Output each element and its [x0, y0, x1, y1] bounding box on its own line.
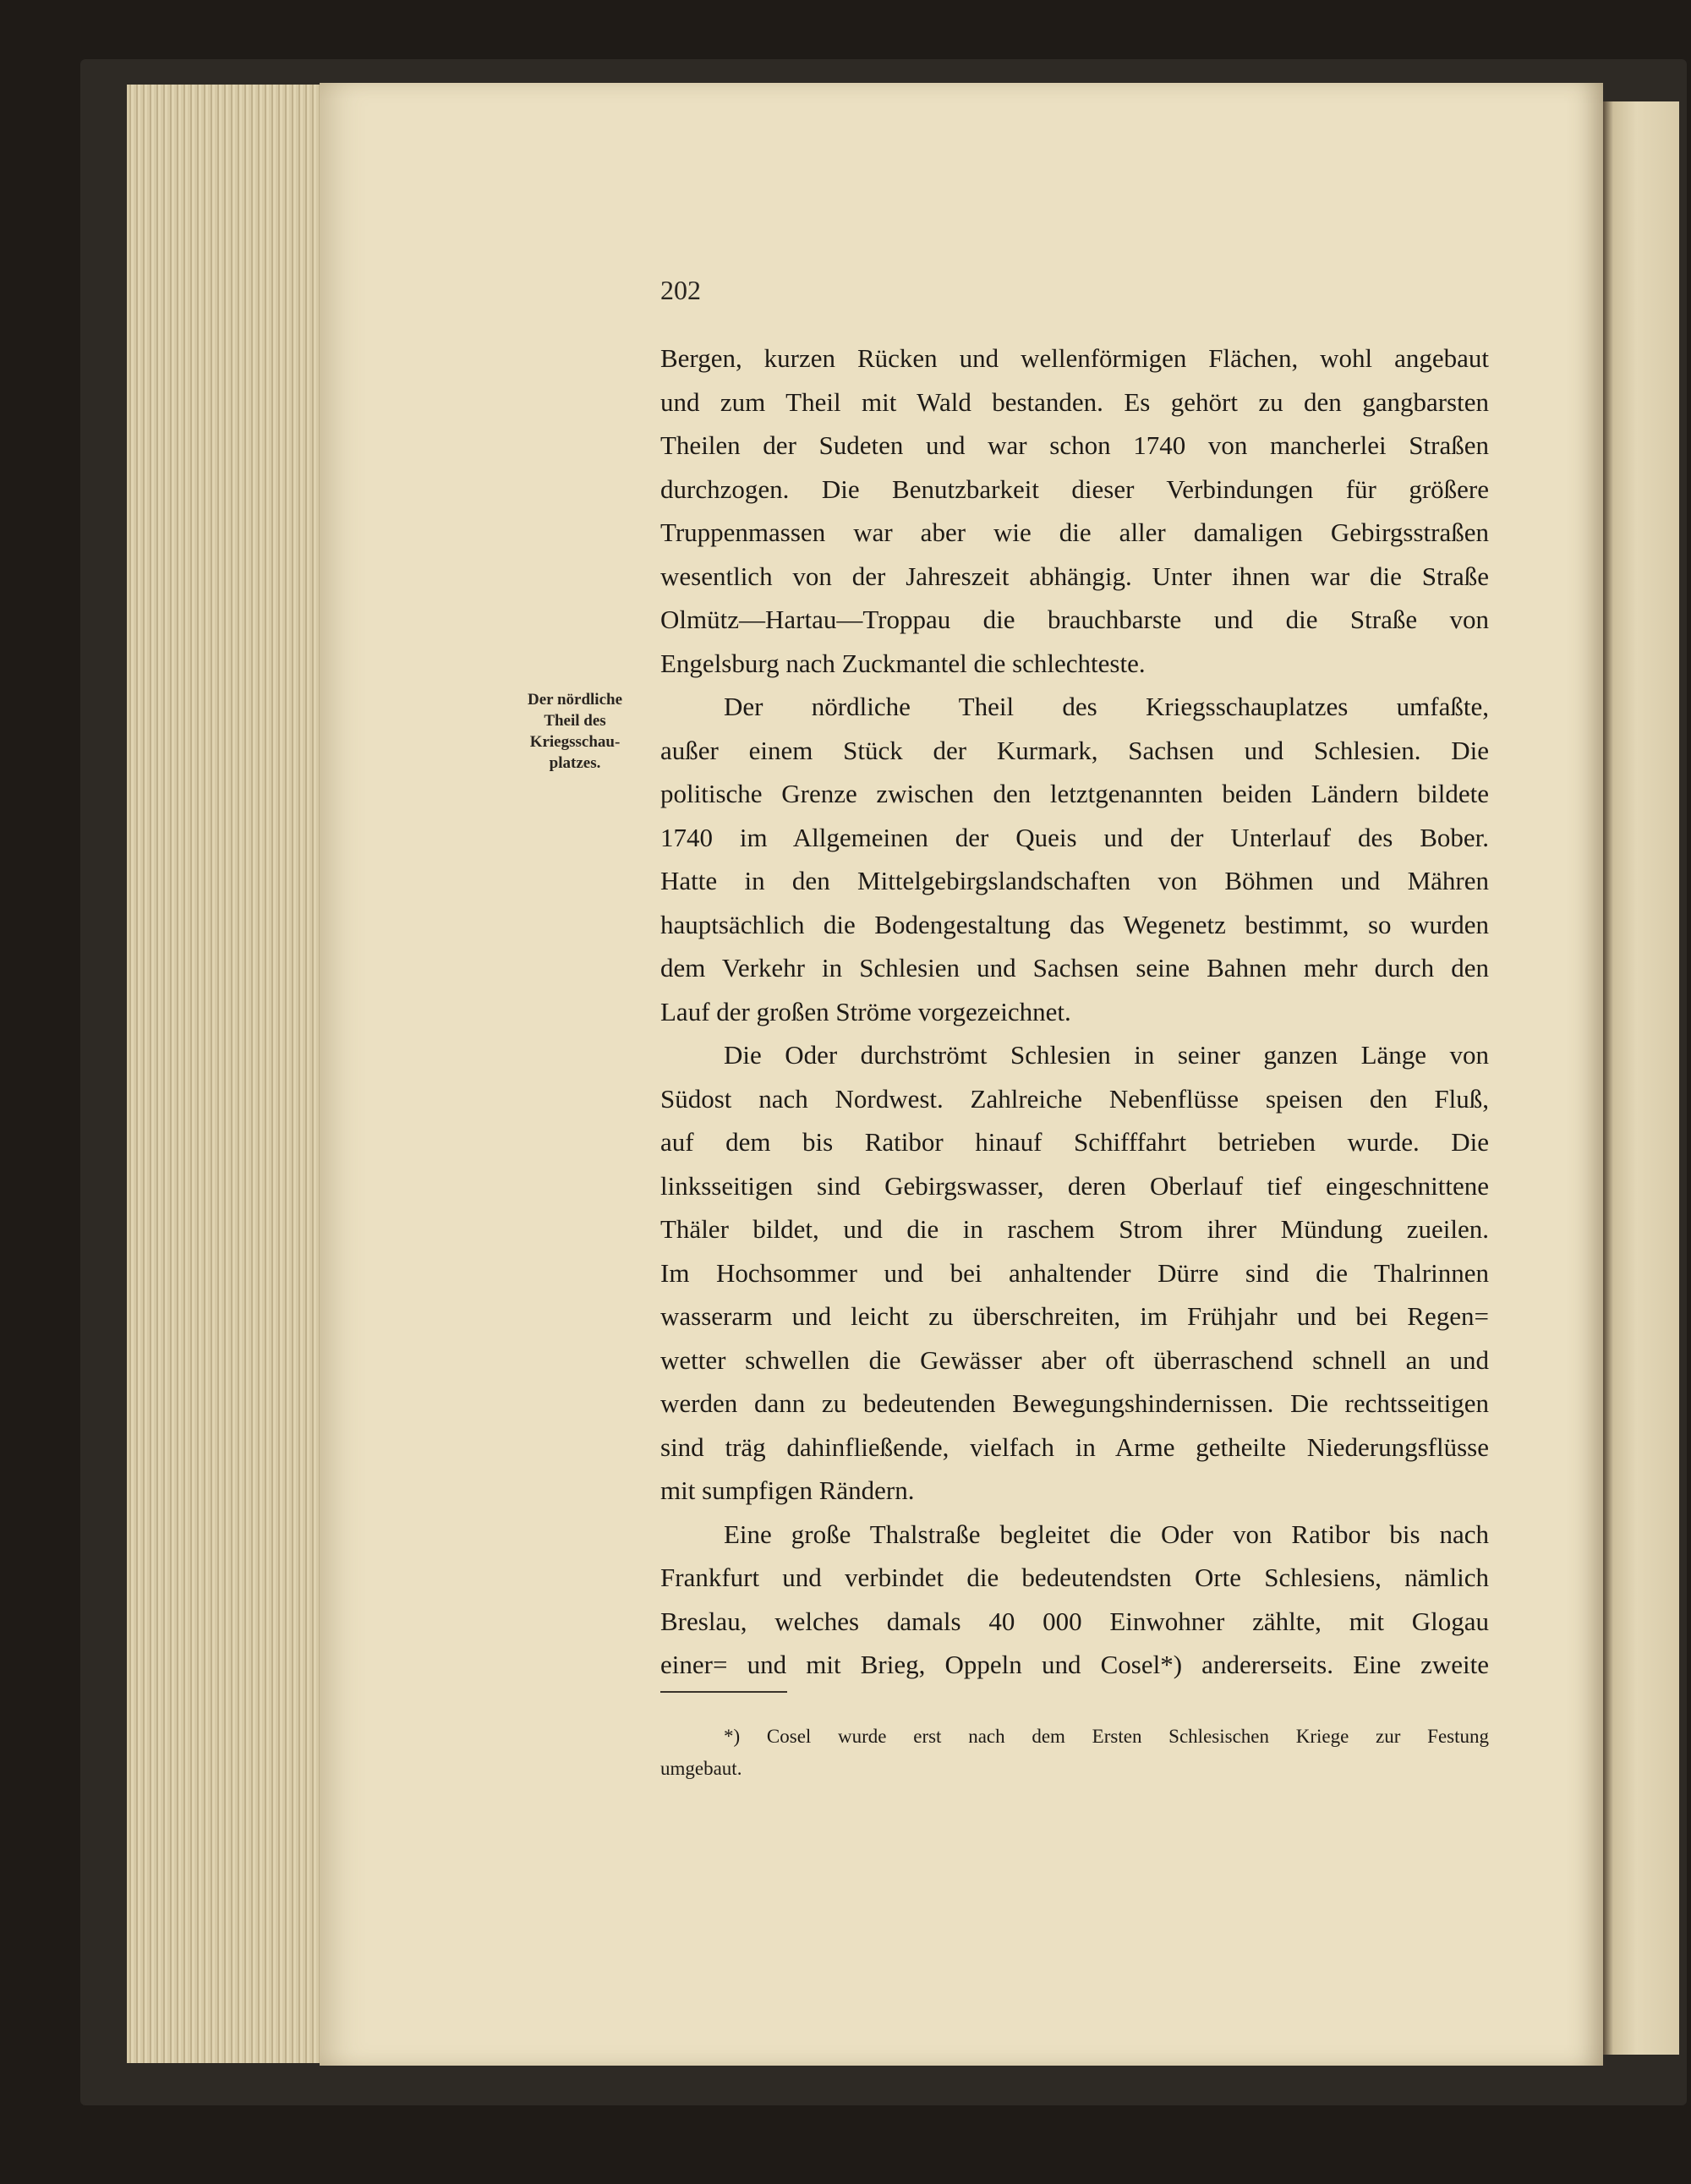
text-line: werden dann zu bedeutenden Bewegungshindernissen. Die rechtsseitigen [660, 1388, 1489, 1418]
text-line: Olmütz—Hartau—Troppau die brauchbarste und die Straße von [660, 605, 1489, 634]
text-line: Frankfurt und verbindet die bedeutendsten Orte Schlesiens, nämlich [660, 1563, 1489, 1592]
text-line: linksseitigen sind Gebirgswasser, deren Oberlauf tief eingeschnittene [660, 1170, 1489, 1201]
text-line: mit sumpfigen Rändern. [660, 1475, 915, 1505]
footnote-line: umgebaut. [660, 1758, 742, 1779]
text-line: sind träg dahinfließende, vielfach in Arme getheilte Niederungsflüsse [660, 1431, 1489, 1462]
text-line: einer= und mit Brieg, Oppeln und Cosel*) andererseits. Eine zweite [660, 1650, 1489, 1679]
margin-note [507, 689, 643, 774]
margin-note-line: Kriegsschau- [529, 733, 621, 751]
text-line: Thäler bildet, und die in raschem Strom ihrer Mündung zueilen. [660, 1214, 1489, 1244]
paragraph [660, 685, 1489, 1033]
text-line: Breslau, welches damals 40 000 Einwohner zählte, mit Glogau [660, 1606, 1489, 1636]
text-line: dem Verkehr in Schlesien und Sachsen seine Bahnen mehr durch den [660, 953, 1489, 983]
margin-note-line: platzes. [549, 754, 601, 772]
page-number: 202 [660, 275, 701, 305]
page-edges-right [1603, 101, 1679, 2055]
margin-note-line: Theil des [544, 712, 606, 730]
page-edges-left [127, 85, 321, 2063]
text-line: Die Oder durchströmt Schlesien in seiner ganzen Länge von [724, 1040, 1489, 1070]
text-line: wesentlich von der Jahreszeit abhängig. Unter ihnen war die Straße [660, 561, 1489, 591]
text-line: 1740 im Allgemeinen der Queis und der Unterlauf des Bober. [660, 822, 1489, 852]
text-line: Eine große Thalstraße begleitet die Oder von Ratibor bis nach [724, 1519, 1489, 1549]
text-line: wasserarm und leicht zu überschreiten, im Frühjahr und bei Regen= [660, 1301, 1489, 1331]
paragraph [660, 1513, 1489, 1687]
text-line: Truppenmassen war aber wie die aller damaligen Gebirgsstraßen [660, 517, 1489, 547]
margin-note-line: Der nördliche [527, 691, 623, 709]
text-line: außer einem Stück der Kurmark, Sachsen und Schlesien. Die [660, 735, 1489, 765]
paragraph [660, 337, 1489, 685]
text-line: und zum Theil mit Wald bestanden. Es gehört zu den gangbarsten [660, 386, 1489, 417]
text-line: politische Grenze zwischen den letztgenannten beiden Ländern bildete [660, 779, 1489, 808]
text-line: Bergen, kurzen Rücken und wellenförmigen Flächen, wohl angebaut [660, 343, 1489, 373]
text-line: Lauf der großen Ströme vorgezeichnet. [660, 996, 1071, 1026]
text-line: Theilen der Sudeten und war schon 1740 von mancherlei Straßen [660, 430, 1489, 460]
footnote-rule [660, 1691, 787, 1693]
text-line: durchzogen. Die Benutzbarkeit dieser Verbindungen für größere [660, 473, 1489, 504]
text-line: Hatte in den Mittelgebirgslandschaften von Böhmen und Mähren [660, 866, 1489, 895]
text-line: wetter schwellen die Gewässer aber oft überraschend schnell an und [660, 1344, 1489, 1375]
footnote [660, 1721, 1489, 1785]
text-line: hauptsächlich die Bodengestaltung das Wegenetz bestimmt, so wurden [660, 909, 1489, 939]
body-text [660, 337, 1489, 1687]
text-line: Südost nach Nordwest. Zahlreiche Nebenflüsse speisen den Fluß, [660, 1083, 1489, 1114]
paragraph [660, 1033, 1489, 1513]
text-line: Der nördliche Theil des Kriegsschauplatzes umfaßte, [724, 692, 1489, 721]
text-line: auf dem bis Ratibor hinauf Schifffahrt betrieben wurde. Die [660, 1127, 1489, 1157]
text-line: Im Hochsommer und bei anhaltender Dürre sind die Thalrinnen [660, 1257, 1489, 1288]
text-line: Engelsburg nach Zuckmantel die schlechteste. [660, 648, 1146, 678]
footnote-line: *) Cosel wurde erst nach dem Ersten Schlesischen Kriege zur Festung [724, 1726, 1489, 1747]
